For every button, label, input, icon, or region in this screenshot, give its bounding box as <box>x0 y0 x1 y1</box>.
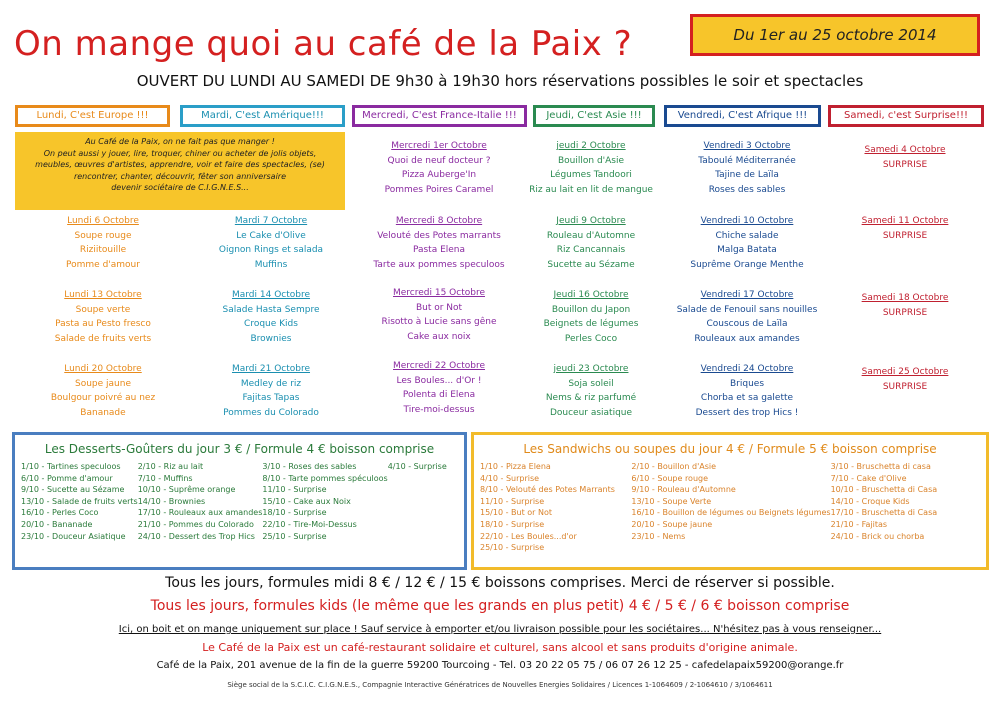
menu-item: Quoi de neuf docteur ? <box>387 155 491 166</box>
list-item: 11/10 - Surprise <box>262 485 327 495</box>
menu-day: Samedi 18 Octobre <box>861 293 949 303</box>
list-item: 21/10 - Fajitas <box>830 519 888 529</box>
menu-cell <box>23 288 183 346</box>
list-item: 3/10 - Roses des sables <box>262 462 357 471</box>
menu-day: Vendredi 3 Octobre <box>703 141 791 151</box>
menu-cell <box>191 288 351 346</box>
menu-item: Soupe verte <box>75 304 131 315</box>
menu-item: Muffins <box>254 259 288 270</box>
menu-item: Beignets de légumes <box>543 319 639 329</box>
menu-item: Medley de riz <box>240 378 302 389</box>
menu-item: Salade Hasta Sempre <box>222 304 320 315</box>
menu-item: Soupe rouge <box>74 230 132 241</box>
sandwichs-panel <box>471 432 989 570</box>
list-item <box>388 473 460 485</box>
header-mercredi: Mercredi, C'est France-Italie !!! <box>352 105 527 127</box>
menu-item: But or Not <box>415 302 463 313</box>
intro-line: On peut aussi y jouer, lire, troquer, chiner ou acheter de jolis objets, <box>43 148 317 158</box>
address-line: Café de la Paix, 201 avenue de la fin de la guerre 59200 Tourcoing - Tel. 03 20 22 05 75 / 06 07 26 12 25 - cafedelapaix59200@orange.fr <box>156 660 844 671</box>
menu-day: jeudi 23 Octobre <box>553 364 629 374</box>
menu-item: Salade de fruits verts <box>54 333 152 344</box>
menu-item: Nems & riz parfumé <box>545 393 637 403</box>
menu-item: Brownies <box>250 333 292 344</box>
menu-item: Polenta di Elena <box>402 390 476 400</box>
header-samedi: Samedi, c'est Surprise!!! <box>828 105 984 127</box>
menu-day: Jeudi 16 Octobre <box>553 290 629 300</box>
list-item <box>388 519 460 531</box>
menu-cell <box>667 214 827 272</box>
list-item: 8/10 - Velouté des Potes Marrants <box>480 485 615 495</box>
desserts-title: Les Desserts-Goûters du jour 3 € / Formule 4 € boisson comprise <box>44 442 435 456</box>
menu-item: Soja soleil <box>568 378 614 389</box>
menu-item: Légumes Tandoori <box>550 170 632 180</box>
desserts-list <box>21 461 460 542</box>
list-item: 1/10 - Tartines speculoos <box>21 462 121 471</box>
menu-item: Bouillon d'Asie <box>557 155 625 166</box>
list-item: 4/10 - Surprise <box>387 462 447 471</box>
menu-cell <box>825 143 985 172</box>
kids-line: Tous les jours, formules kids (le même que les grands en plus petit) 4 € / 5 € / 6 € boisson comprise <box>150 598 850 614</box>
list-item: 16/10 - Perles Coco <box>21 508 99 518</box>
legal-line: Siège social de la S.C.I.C. C.I.G.N.E.S., Compagnie Interactive Génératrices de Nouvelles Energies Solidaires / Licences 1-1064609 / 2-1064610 / 3/1064611 <box>227 681 773 689</box>
desserts-panel <box>12 432 467 570</box>
menu-item: Pommes du Colorado <box>223 407 319 418</box>
header-mardi: Mardi, C'est Amérique!!! <box>180 105 345 127</box>
menu-day: Vendredi 17 Octobre <box>700 290 794 300</box>
menu-day: Lundi 6 Octobre <box>67 216 139 226</box>
intro-line: Au Café de la Paix, on ne fait pas que manger ! <box>85 137 275 146</box>
menu-day: Mercredi 8 Octobre <box>395 216 483 226</box>
date-range-badge: Du 1er au 25 octobre 2014 <box>690 14 980 56</box>
menu-item: Chorba et sa galette <box>700 393 794 403</box>
menu-cell <box>825 365 985 394</box>
list-item: 24/10 - Brick ou chorba <box>830 531 925 541</box>
menu-day: Mardi 14 Octobre <box>231 290 311 300</box>
menu-item: Briques <box>729 378 765 389</box>
menu-item: Suprême Orange Menthe <box>690 259 804 270</box>
list-item <box>388 496 460 508</box>
menu-cell <box>191 214 351 272</box>
menu-day: Mercredi 22 Octobre <box>393 361 485 371</box>
menu-item: Dessert des trop Hics ! <box>695 407 799 418</box>
intro-line: devenir sociétaire de C.I.G.N.E.S... <box>111 183 249 192</box>
menu-day: Samedi 11 Octobre <box>861 216 949 226</box>
list-item: 17/10 - Bruschetta di Casa <box>830 508 938 518</box>
list-item: 17/10 - Rouleaux aux amandes <box>137 508 263 518</box>
menu-item: Perles Coco <box>564 333 618 344</box>
menu-item: Tarte aux pommes speculoos <box>373 259 505 270</box>
menu-cell <box>667 362 827 420</box>
list-item: 11/10 - Surprise <box>480 496 545 506</box>
menu-cell <box>191 362 351 420</box>
menu-item: SURPRISE <box>882 381 928 392</box>
list-item: 13/10 - Soupe Verte <box>631 496 712 506</box>
menu-item: Pasta au Pesto fresco <box>55 319 151 329</box>
menu-cell <box>23 214 183 272</box>
menu-cell <box>359 359 519 417</box>
menu-item: Croque Kids <box>244 319 298 329</box>
list-item <box>831 542 982 554</box>
list-item: 22/10 - Les Boules...d'or <box>480 531 577 541</box>
menu-item: SURPRISE <box>882 230 928 241</box>
menu-item: Velouté des Potes marrants <box>377 230 501 241</box>
list-item: 24/10 - Dessert des Trop Hics <box>137 531 255 541</box>
menu-day: Jeudi 9 Octobre <box>556 216 626 226</box>
menu-item: Bouillon du Japon <box>551 304 631 315</box>
menu-day: Vendredi 24 Octobre <box>700 364 794 374</box>
menu-day: Mercredi 15 Octobre <box>393 288 485 298</box>
menu-cell <box>825 291 985 320</box>
menu-item: Chiche salade <box>715 230 779 241</box>
menu-item: SURPRISE <box>882 159 928 170</box>
menu-item: Pasta Elena <box>412 245 466 255</box>
menu-cell <box>667 139 827 197</box>
opening-hours: OUVERT DU LUNDI AU SAMEDI DE 9h30 à 19h30 hors réservations possibles le soir et spectacles <box>136 72 864 90</box>
menu-cell <box>511 288 671 346</box>
list-item: 9/10 - Rouleau d'Automne <box>631 485 736 495</box>
menu-item: Roses des sables <box>708 184 786 195</box>
menu-cell <box>667 288 827 346</box>
menu-item: Riziitouille <box>79 245 127 255</box>
list-item: 7/10 - Cake d'Olive <box>830 473 907 483</box>
menu-item: Tire-moi-dessus <box>403 404 475 415</box>
list-item: 2/10 - Riz au lait <box>137 462 204 471</box>
menu-item: Fajitas Tapas <box>242 393 300 403</box>
list-item: 3/10 - Bruschetta di casa <box>830 462 931 471</box>
menu-day: Samedi 4 Octobre <box>864 145 946 155</box>
sur-place-line: Ici, on boit et on mange uniquement sur place ! Sauf service à emporter et/ou livraison possible pour les sociétaires... N'hésitez pas à vous renseigner... <box>118 624 882 635</box>
menu-item: Boulgour poivré au nez <box>50 393 156 403</box>
page-title: On mange quoi au café de la Paix ? <box>14 24 633 64</box>
menu-item: SURPRISE <box>882 307 928 318</box>
menu-cell <box>359 139 519 197</box>
menu-day: Mardi 21 Octobre <box>231 364 311 374</box>
menu-item: Pizza Auberge'In <box>401 170 477 180</box>
menu-cell <box>511 362 671 420</box>
menu-item: Soupe jaune <box>75 378 131 389</box>
menu-item: Le Cake d'Olive <box>236 230 306 241</box>
menu-cell <box>23 362 183 420</box>
list-item: 23/10 - Douceur Asiatique <box>21 531 126 541</box>
list-item: 1/10 - Pizza Elena <box>480 462 551 471</box>
menu-item: Rouleaux aux amandes <box>694 333 800 344</box>
menu-day: Lundi 20 Octobre <box>64 364 142 374</box>
list-item: 23/10 - Nems <box>631 531 686 541</box>
intro-line: rencontrer, chanter, découvrir, fêter son anniversaire <box>73 171 287 181</box>
menu-item: Rouleau d'Automne <box>546 230 636 241</box>
list-item: 10/10 - Suprême orange <box>137 485 236 495</box>
list-item: 7/10 - Muffins <box>137 473 193 483</box>
list-item: 25/10 - Surprise <box>262 531 327 541</box>
menu-item: Couscous de Laïla <box>706 319 788 329</box>
list-item: 15/10 - Cake aux Noix <box>262 496 351 506</box>
list-item: 15/10 - But or Not <box>480 508 553 518</box>
list-item <box>631 542 830 554</box>
menu-item: Pommes Poires Caramel <box>384 184 494 195</box>
menu-item: Malga Batata <box>717 245 777 255</box>
menu-day: Samedi 25 Octobre <box>861 367 949 377</box>
list-item <box>388 531 460 543</box>
list-item: 6/10 - Soupe rouge <box>631 473 709 483</box>
intro-line: meubles, œuvres d'artistes, apprendre, voir et faire des spectacles, (se) <box>35 160 325 169</box>
list-item <box>388 507 460 519</box>
menu-item: Taboulé Méditerranée <box>698 155 796 166</box>
menu-day: Mardi 7 Octobre <box>234 216 308 226</box>
list-item: 18/10 - Surprise <box>480 519 545 529</box>
menu-item: Tajine de Laïla <box>715 170 779 180</box>
list-item: 10/10 - Bruschetta di Casa <box>830 485 938 495</box>
menu-day: Lundi 13 Octobre <box>64 290 142 300</box>
list-item: 9/10 - Sucette au Sézame <box>21 485 125 495</box>
sandwichs-list <box>480 461 982 554</box>
menu-cell <box>825 214 985 243</box>
menu-item: Salade de Fenouil sans nouilles <box>676 304 818 315</box>
menu-item: Douceur asiatique <box>549 407 633 418</box>
menu-cell <box>511 139 671 197</box>
menu-item: Risotto à Lucie sans gêne <box>381 317 497 327</box>
menu-item: Sucette au Sézame <box>547 259 635 270</box>
list-item: 25/10 - Surprise <box>480 543 545 553</box>
formules-line: Tous les jours, formules midi 8 € / 12 € / 15 € boissons comprises. Merci de réserver si possible. <box>165 575 835 591</box>
list-item: 18/10 - Surprise <box>262 508 327 518</box>
header-lundi: Lundi, C'est Europe !!! <box>15 105 170 127</box>
menu-item: Cake aux noix <box>407 331 471 342</box>
menu-cell <box>511 214 671 272</box>
menu-day: jeudi 2 Octobre <box>556 141 626 151</box>
list-item: 20/10 - Soupe jaune <box>631 519 713 529</box>
intro-box <box>15 132 345 210</box>
menu-item: Riz Cancannais <box>556 245 626 255</box>
menu-day: Mercredi 1er Octobre <box>391 141 487 151</box>
menu-item: Riz au lait en lit de mangue <box>529 184 653 195</box>
menu-day: Vendredi 10 Octobre <box>700 216 794 226</box>
list-item: 2/10 - Bouillon d'Asie <box>631 462 717 471</box>
menu-item: Pomme d'amour <box>66 259 140 270</box>
list-item: 8/10 - Tarte pommes spéculoos <box>262 473 388 483</box>
list-item: 22/10 - Tire-Moi-Dessus <box>262 519 357 529</box>
list-item: 4/10 - Surprise <box>480 473 540 483</box>
menu-item: Bananade <box>80 407 126 418</box>
menu-cell <box>359 286 519 344</box>
list-item: 6/10 - Pomme d'amour <box>21 473 113 483</box>
list-item: 16/10 - Bouillon de légumes ou Beignets légumes <box>631 508 831 518</box>
list-item: 20/10 - Bananade <box>21 519 93 529</box>
header-vendredi: Vendredi, C'est Afrique !!! <box>664 105 821 127</box>
list-item <box>388 484 460 496</box>
sandwichs-title: Les Sandwichs ou soupes du jour 4 € / Formule 5 € boisson comprise <box>523 442 937 456</box>
menu-item: Oignon Rings et salada <box>218 245 324 255</box>
header-jeudi: Jeudi, C'est Asie !!! <box>533 105 655 127</box>
list-item: 13/10 - Salade de fruits verts <box>21 496 138 506</box>
menu-cell <box>359 214 519 272</box>
list-item: 14/10 - Croque Kids <box>830 496 910 506</box>
list-item: 14/10 - Brownies <box>137 496 206 506</box>
solidaire-line: Le Café de la Paix est un café-restaurant solidaire et culturel, sans alcool et sans produits d'origine animale. <box>202 641 798 654</box>
menu-item: Les Boules... d'Or ! <box>396 375 482 386</box>
list-item: 21/10 - Pommes du Colorado <box>137 519 254 529</box>
